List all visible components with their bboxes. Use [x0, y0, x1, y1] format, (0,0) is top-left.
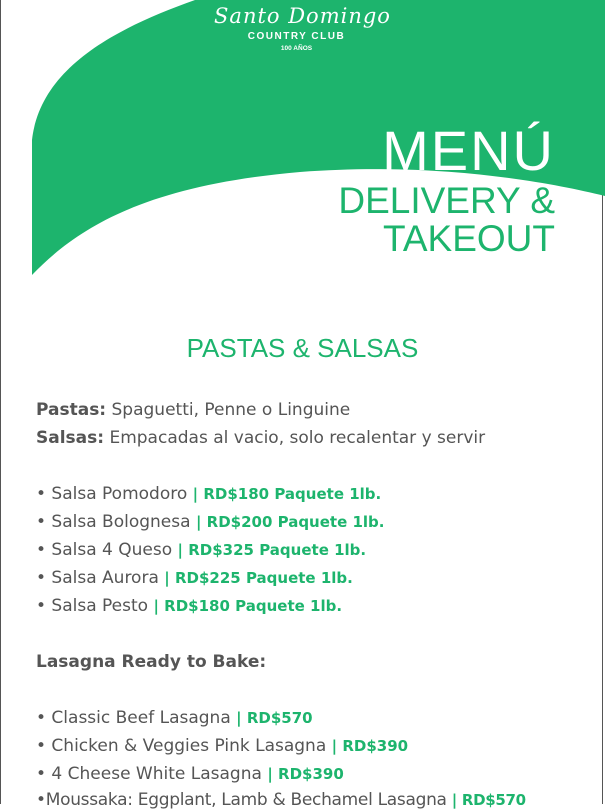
subtitle-line-1: DELIVERY &: [338, 180, 555, 221]
sauce-name: • Salsa Pesto: [36, 596, 149, 616]
sauce-name: • Salsa 4 Queso: [36, 540, 173, 560]
sauce-item: [36, 484, 381, 504]
lasagna-name: • 4 Cheese White Lasagna: [36, 764, 262, 784]
sauce-price: | RD$225 Paquete 1lb.: [164, 569, 353, 587]
sauce-item: [36, 512, 385, 532]
lasagna-item: [36, 790, 526, 810]
sauce-price: | RD$325 Paquete 1lb.: [177, 541, 367, 559]
lasagna-price: | RD$390: [331, 737, 409, 755]
lasagna-price: | RD$570: [451, 791, 526, 809]
salsas-line: [36, 428, 485, 448]
sauce-item: [36, 568, 353, 588]
logo-years-text: 100 AÑOS: [280, 45, 313, 52]
lasagna-item: [36, 764, 344, 784]
pastas-line: [36, 400, 350, 420]
lasagna-name: •Moussaka: Eggplant, Lamb & Bechamel Lasagna: [36, 790, 447, 810]
menu-title: MENÚ: [382, 119, 555, 182]
sauce-item: [36, 540, 366, 560]
lasagna-item: [36, 708, 313, 728]
pastas-text: Spaguetti, Penne o Linguine: [111, 400, 351, 420]
logo-club-text: COUNTRY CLUB: [247, 31, 346, 42]
lasagna-name: • Chicken & Veggies Pink Lasagna: [36, 736, 327, 756]
lasagna-item: [36, 736, 408, 756]
subtitle-line-2: TAKEOUT: [383, 218, 555, 259]
salsas-text: Empacadas al vacio, solo recalentar y servir: [109, 428, 486, 448]
sauce-item: [36, 596, 342, 616]
pastas-label: Pastas:: [36, 400, 107, 420]
sauce-name: • Salsa Pomodoro: [36, 484, 188, 504]
sauce-name: • Salsa Bolognesa: [36, 512, 191, 532]
lasagna-price: | RD$570: [236, 709, 313, 727]
lasagna-name: • Classic Beef Lasagna: [36, 708, 231, 728]
logo-script-text: Santo Domingo: [214, 4, 391, 28]
sauce-price: | RD$200 Paquete 1lb.: [195, 513, 385, 531]
sauce-name: • Salsa Aurora: [36, 568, 159, 588]
section-title: PASTAS & SALSAS: [186, 333, 419, 363]
sauce-price: | RD$180 Paquete 1lb.: [153, 597, 343, 615]
lasagna-price: | RD$390: [267, 765, 344, 783]
lasagna-heading: Lasagna Ready to Bake:: [36, 652, 267, 672]
club-logo: [200, 2, 405, 55]
salsas-label: Salsas:: [36, 428, 105, 448]
sauce-price: | RD$180 Paquete 1lb.: [192, 485, 382, 503]
delivery-takeout-title: [338, 182, 555, 258]
